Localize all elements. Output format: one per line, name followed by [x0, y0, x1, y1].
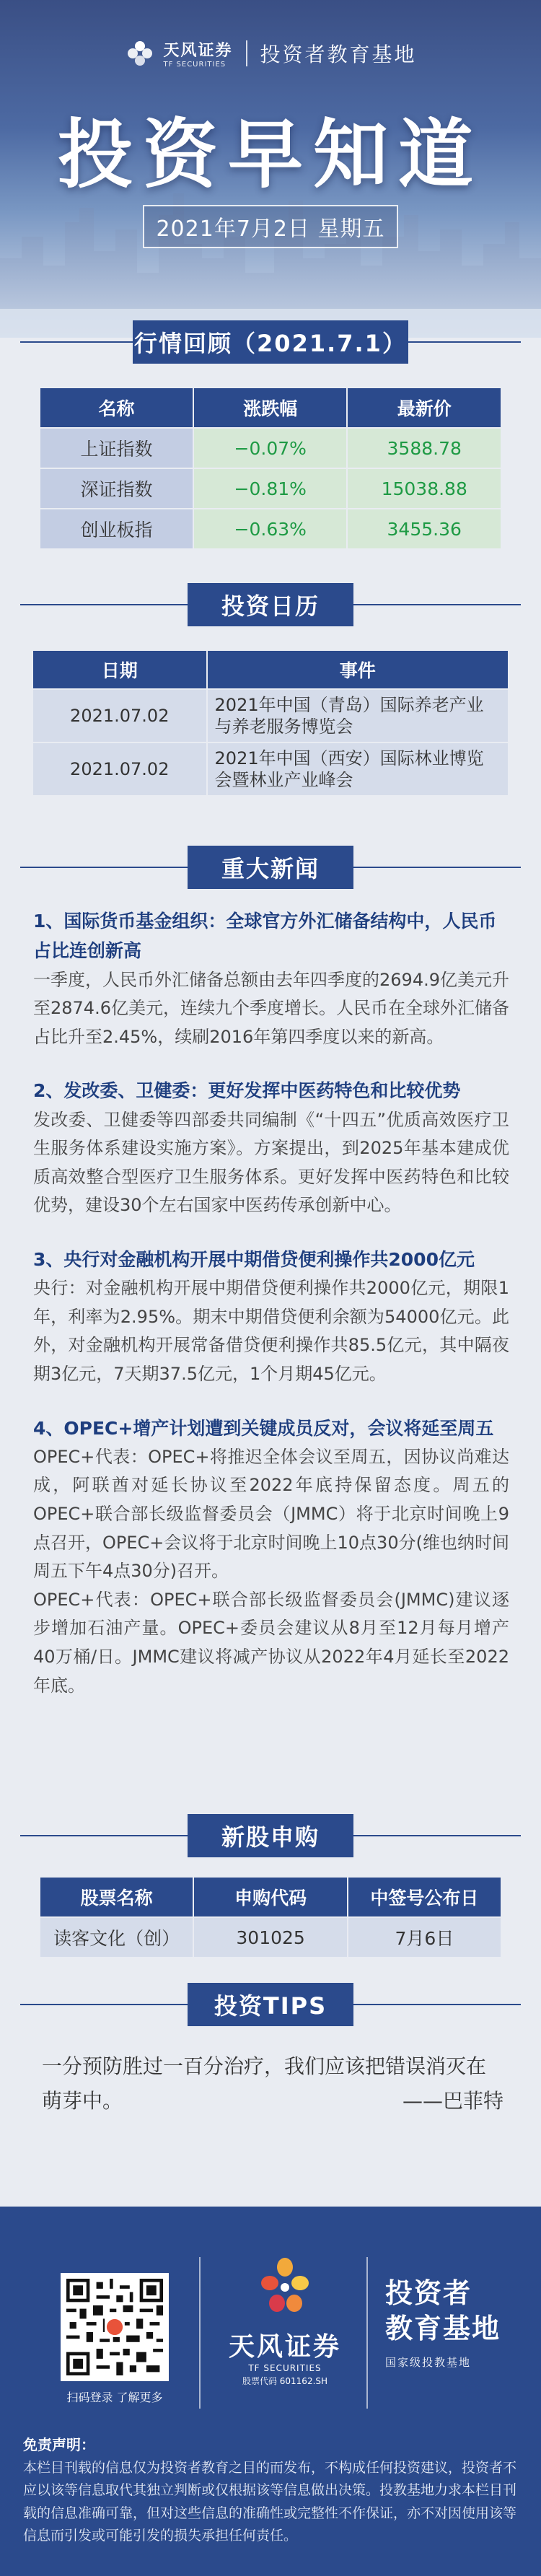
table-header-row [32, 650, 509, 689]
index-change: −0.07% [193, 428, 347, 468]
page-title: 投资早知道 [57, 110, 483, 198]
table-row [40, 428, 501, 468]
disclaimer [23, 2433, 521, 2547]
column-header: 日期 [32, 650, 207, 689]
section-title-market [0, 320, 541, 364]
index-change: −0.81% [193, 468, 347, 509]
footer-divider [199, 2257, 201, 2409]
tips-quote-author: ——巴菲特 [402, 2088, 503, 2113]
section-title-tips [0, 1983, 541, 2026]
index-name: 上证指数 [40, 428, 193, 468]
table-row [40, 509, 501, 549]
column-header: 中签号公布日 [348, 1877, 501, 1917]
column-header: 名称 [40, 387, 193, 428]
news-body: 一季度，人民币外汇储备总额由去年四季度的2694.9亿美元升至2874.6亿美元，连续九个季度增长。人民币在全球外汇储备占比升至2.45%，续刷2016年第四季度以来的新高。 [33, 969, 509, 1047]
brand-logo [124, 38, 232, 69]
brand-name-en: TF SECURITIES [163, 61, 226, 69]
news-title: 4、OPEC+增产计划遭到关键成员反对，会议将延至周五 [33, 1417, 494, 1439]
date-badge: 2021年7月2日 星期五 [143, 205, 398, 248]
brand-divider [246, 40, 247, 66]
index-change: −0.63% [193, 509, 347, 549]
table-row [32, 689, 509, 742]
column-header: 股票名称 [40, 1877, 193, 1917]
section-pill: 投资日历 [188, 583, 353, 626]
index-name: 创业板指 [40, 509, 193, 549]
tips-quote-text: 一分预防胜过一百分治疗，我们应该把错误消灭在萌芽中。 [42, 2054, 487, 2113]
footer-brand-logo [216, 2257, 353, 2387]
disclaimer-title: 免责声明： [23, 2436, 95, 2453]
section-pill: 新股申购 [188, 1814, 353, 1857]
footer [0, 2207, 541, 2576]
index-price: 15038.88 [347, 468, 501, 509]
news-list [33, 906, 509, 1725]
footer-base-line1: 投资者 [385, 2277, 472, 2309]
news-item [33, 1076, 509, 1220]
brand-row [0, 38, 541, 69]
news-body: 发改委、卫健委等四部委共同编制《“十四五”优质高效医疗卫生服务体系建设实施方案》。方案提出，到2025年基本建成优质高效整合型医疗卫生服务体系。更好发挥中医药特色和比较优势，建设30个左右国家中医药传承创新中心。 [33, 1109, 509, 1216]
column-header: 事件 [207, 650, 509, 689]
column-header: 申购代码 [193, 1877, 347, 1917]
footer-brand-cn: 天风证券 [228, 2332, 341, 2362]
footer-brand-en: TF SECURITIES [248, 2363, 322, 2373]
tf-flower-logo-icon [124, 38, 156, 69]
news-title: 2、发改委、卫健委：更好发挥中医药特色和比较优势 [33, 1080, 461, 1102]
news-item [33, 906, 509, 1051]
news-item [33, 1245, 509, 1389]
section-title-news [0, 846, 541, 889]
table-row [40, 1917, 501, 1958]
index-price: 3588.78 [347, 428, 501, 468]
footer-divider [366, 2257, 368, 2409]
table-row [40, 468, 501, 509]
event-date: 2021.07.02 [32, 689, 207, 742]
news-item [33, 1414, 509, 1701]
index-price: 3455.36 [347, 509, 501, 549]
stock-name: 读客文化（创） [40, 1917, 193, 1958]
footer-base-title [385, 2276, 529, 2370]
tf-flower-logo-icon [252, 2257, 317, 2318]
calendar-table [32, 649, 509, 797]
section-title-calendar [0, 583, 541, 626]
event-name: 2021年中国（青岛）国际养老产业与养老服务博览会 [207, 689, 509, 742]
lottery-date: 7月6日 [348, 1917, 501, 1958]
table-row [32, 742, 509, 796]
event-date: 2021.07.02 [32, 742, 207, 796]
news-title: 3、央行对金融机构开展中期借贷便利操作共2000亿元 [33, 1248, 475, 1270]
index-name: 深证指数 [40, 468, 193, 509]
brand-name-cn: 天风证券 [163, 42, 233, 60]
ipo-table [39, 1876, 502, 1958]
column-header: 最新价 [347, 387, 501, 428]
qr-code-icon [66, 2279, 163, 2375]
event-name: 2021年中国（西安）国际林业博览会暨林业产业峰会 [207, 742, 509, 796]
section-pill: 投资TIPS [188, 1983, 353, 2026]
hero-banner [0, 0, 541, 338]
qr-caption: 扫码登录 了解更多 [66, 2391, 163, 2404]
news-body: OPEC+代表：OPEC+将推迟全体会议至周五，因协议尚难达成，阿联酋对延长协议至2022年底持保留态度。周五的OPEC+联合部长级监督委员会（JMMC）将于北京时间晚上9点召开，OPEC+会议将于北京时间晚上10点30分(维也纳时间周五下午4点30分)召开。 [33, 1446, 509, 1582]
subscription-code: 301025 [193, 1917, 347, 1958]
tips-quote [42, 2049, 503, 2118]
footer-stock-code: 股票代码 601162.SH [242, 2376, 328, 2386]
market-table [39, 387, 502, 550]
qr-code[interactable] [61, 2273, 169, 2381]
footer-base-line2: 教育基地 [385, 2313, 501, 2345]
section-pill: 重大新闻 [188, 846, 353, 889]
disclaimer-text: 本栏目刊载的信息仅为投资者教育之目的而发布，不构成任何投资建议，投资者不应以该等信息取代其独立判断或仅根据该等信息做出决策。投教基地力求本栏目刊载的信息准确可靠，但对这些信息的准确性或完整性不作保证，亦不对因使用该等信息而引发或可能引发的损失承担任何责任。 [23, 2460, 517, 2544]
section-pill: 行情回顾（2021.7.1） [133, 320, 408, 364]
section-title-ipo [0, 1814, 541, 1857]
column-header: 涨跌幅 [193, 387, 347, 428]
table-header-row [40, 1877, 501, 1917]
news-body: 央行：对金融机构开展中期借贷便利操作共2000亿元，期限1年，利率为2.95%。期末中期借贷便利余额为54000亿元。此外，对金融机构开展常备借贷便利操作共85.5亿元，其中隔夜期3亿元，7天期37.5亿元，1个月期45亿元。 [33, 1278, 509, 1384]
table-header-row [40, 387, 501, 428]
news-body: OPEC+代表：OPEC+联合部长级监督委员会(JMMC)建议逐步增加石油产量。OPEC+委员会建议从8月至12月每月增产40万桶/日。JMMC建议将减产协议从2022年4月延长至2022年底。 [33, 1589, 509, 1696]
footer-base-sub: 国家级投教基地 [385, 2355, 472, 2369]
news-title: 1、国际货币基金组织：全球官方外汇储备结构中，人民币占比连创新高 [33, 911, 497, 962]
brand-base-label: 投资者教育基地 [260, 43, 417, 66]
